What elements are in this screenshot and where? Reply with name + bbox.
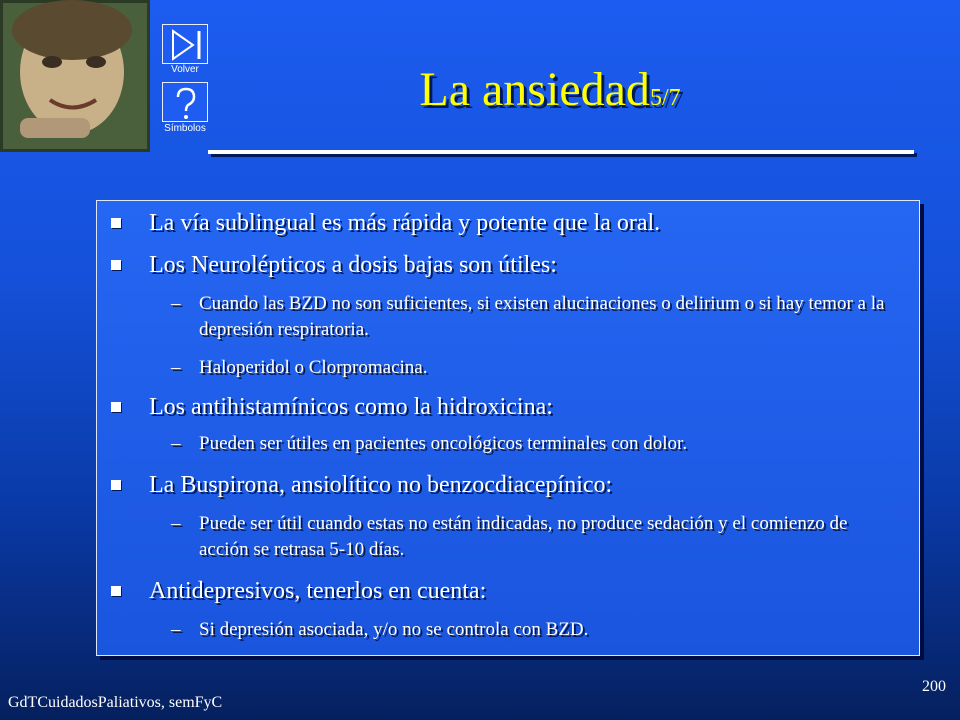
sub-bullet-text: Puede ser útil cuando estas no están indicadas, no produce sedación y el comienzo de acción se retrasa 5-10 días. (199, 513, 848, 560)
bullet-text: Los Neurolépticos a dosis bajas son útiles: (149, 252, 557, 278)
volver-button[interactable] (162, 24, 208, 64)
square-bullet-icon (111, 402, 121, 412)
play-end-icon (163, 25, 209, 65)
dash: – (171, 293, 181, 314)
bullet-text: Antidepresivos, tenerlos en cuenta: (149, 578, 487, 604)
title-divider (208, 150, 914, 154)
bullet-text: La Buspirona, ansiolítico no benzocdiacepínico: (149, 472, 613, 498)
title-main: La ansiedad (419, 63, 650, 116)
sub-bullet-text: Si depresión asociada, y/o no se controla con BZD. (199, 619, 589, 640)
volver-label: Volver (171, 64, 199, 75)
footer-credit: GdTCuidadosPaliativos, semFyC (8, 694, 223, 711)
dash: – (171, 619, 181, 640)
content-box (96, 200, 920, 656)
sub-bullet-text: Haloperidol o Clorpromacina. (199, 357, 428, 378)
simbolos-button[interactable] (162, 82, 208, 122)
square-bullet-icon (111, 260, 121, 270)
square-bullet-icon (111, 480, 121, 490)
page-number: 200 (922, 678, 946, 695)
question-mark-icon (163, 83, 209, 123)
square-bullet-icon (111, 218, 121, 228)
portrait-image (0, 0, 150, 152)
sub-bullet-text: Cuando las BZD no son suficientes, si existen alucinaciones o delirium o si hay temor a la depresión respiratoria. (199, 293, 885, 340)
bullet-text: Los antihistamínicos como la hidroxicina: (149, 394, 553, 420)
title-subscript: 5/7 (649, 85, 681, 111)
dash: – (171, 513, 181, 534)
simbolos-label: Símbolos (164, 123, 206, 134)
bullet-text: La vía sublingual es más rápida y potente que la oral. (149, 210, 661, 236)
sub-bullet-text: Pueden ser útiles en pacientes oncológicos terminales con dolor. (199, 433, 688, 454)
dash: – (171, 433, 181, 454)
square-bullet-icon (111, 586, 121, 596)
page-title (300, 62, 800, 117)
dash: – (171, 357, 181, 378)
